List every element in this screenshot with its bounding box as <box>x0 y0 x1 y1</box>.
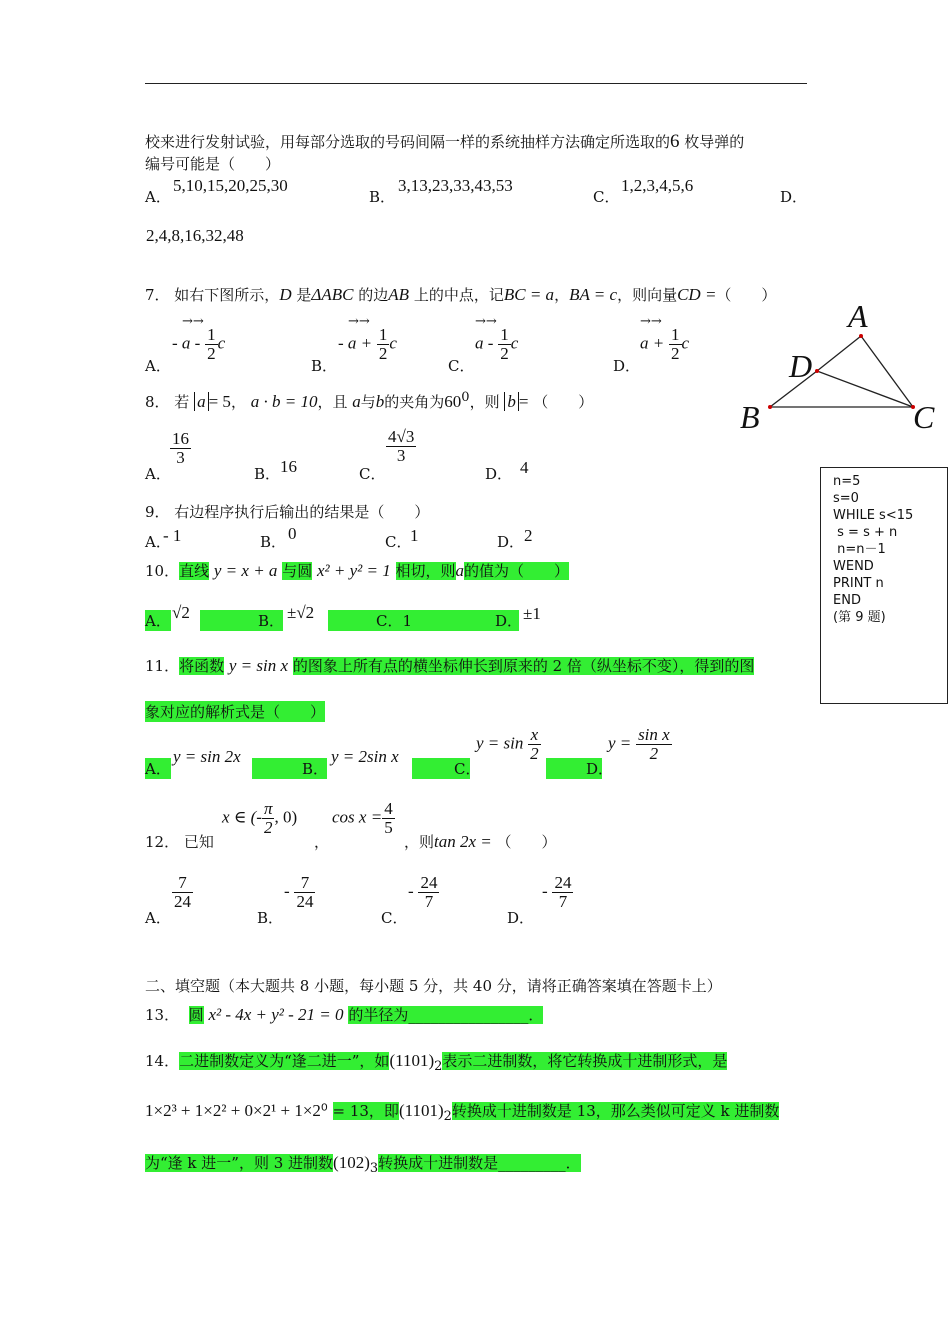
q11-option-a-label: A． <box>145 760 171 778</box>
median-dc <box>817 371 913 407</box>
q6-option-a-label: A． <box>145 188 171 206</box>
q7-option-a-label: A． <box>145 357 171 375</box>
q9-option-a: - 1 <box>163 526 182 545</box>
q6-option-d-label: D． <box>780 188 808 206</box>
q14-line1: 14．二进制数定义为“逢二进一”，如$(1101)_2$表示二进制数，将它转换成十进制形式，是 <box>145 1051 728 1074</box>
q10-option-a: √2 <box>172 603 190 622</box>
q12-tail: ，则tan 2x = （ ） <box>404 832 557 851</box>
q14-answer-blank[interactable]: _________ <box>498 1154 566 1172</box>
q6-line1: 校来进行发射试验，用每部分选取的号码间隔一样的系统抽样方法确定所选取的6 枚导弹的 <box>145 131 745 152</box>
q7-option-b-label: B． <box>311 357 338 375</box>
q11-option-c: y = sin $\frac{x}{2}$ <box>476 725 539 763</box>
q7-option-d-label: D． <box>613 357 641 375</box>
q12-option-c-label: C． <box>381 909 408 927</box>
q11-option-c-label: C． <box>412 758 470 779</box>
q9-option-c-label: C． <box>385 533 412 551</box>
q11-stem-line1: 11．将函数 y = sin x 的图象上所有点的横坐标伸长到原来的 2 倍（纵坐标不变），得到的图 <box>145 656 755 675</box>
q12-cos: cos x = $\frac{4}{5}$ <box>332 799 393 837</box>
program-line: s=0 <box>833 491 859 506</box>
program-line: WEND <box>833 559 874 574</box>
q6-option-d: 2,4,8,16,32,48 <box>146 226 244 245</box>
q10-option-b-label: B． <box>200 610 283 631</box>
q8-option-c: $\frac{4√3}{3}$ <box>388 427 415 465</box>
q12-condition: x ∈ (- $\frac{\pi}{2}$ , 0) <box>222 799 298 837</box>
q12-option-b-label: B． <box>257 909 284 927</box>
point-b <box>768 405 772 409</box>
q7-option-d: →→ a + $\frac{1}{2}$ c <box>640 314 690 363</box>
program-line: n=n－1 <box>833 542 886 557</box>
label-a: A <box>848 298 868 334</box>
program-line: WHILE s<15 <box>833 508 914 523</box>
q6-option-b-label: B． <box>369 188 396 206</box>
q9-option-d: 2 <box>524 526 533 545</box>
q12-label: 12． 已知 <box>145 833 214 851</box>
q8-option-d: 4 <box>520 458 529 477</box>
q8-option-b-label: B． <box>254 465 281 483</box>
q10-stem: 10．直线 y = x + a 与圆 x² + y² = 1 相切，则a的值为（ ） <box>145 561 570 580</box>
q11-option-d-label: D． <box>546 758 602 779</box>
q12-option-a-label: A． <box>145 909 171 927</box>
q10-option-b: ±√2 <box>287 603 315 622</box>
q13-stem: 13． 圆 x² - 4x + y² - 21 = 0 的半径为________________． <box>145 1005 544 1024</box>
point-d <box>815 369 819 373</box>
q12-option-b: - $\frac{7}{24}$ <box>284 873 314 911</box>
label-b: B <box>740 399 760 435</box>
q10-option-d: ±1 <box>523 604 541 623</box>
section-2-heading: 二、填空题（本大题共 8 小题，每小题 5 分，共 40 分，请将正确答案填在答题卡上） <box>145 977 722 995</box>
q8-option-c-label: C． <box>359 465 386 483</box>
q11-option-b-label: B． <box>252 758 327 779</box>
program-caption: (第 9 题) <box>833 610 886 625</box>
q11-option-b: y = 2sin x <box>331 747 399 766</box>
program-line: PRINT n <box>833 576 884 591</box>
q6-line2: 编号可能是（ ） <box>145 155 281 173</box>
q12-option-a: $\frac{7}{24}$ <box>174 873 191 911</box>
q7-option-b: →→ - a + $\frac{1}{2}$ c <box>338 314 397 363</box>
q14-line2: 1×2³ + 1×2² + 0×2¹ + 1×2⁰ = 13，即$(1101)_2$转换成十进制数是 13，那么类似可定义 k 进制数 <box>145 1101 780 1124</box>
q9-option-b: 0 <box>288 524 297 543</box>
q12-sep: ， <box>314 833 330 851</box>
q12-option-c: - $\frac{24}{7}$ <box>408 873 438 911</box>
q8-option-a: $\frac{16}{3}$ <box>172 429 189 467</box>
header-rule <box>145 83 807 84</box>
label-d: D <box>789 348 813 384</box>
q9-stem: 9． 右边程序执行后输出的结果是（ ） <box>145 503 430 521</box>
q6-option-b: 3,13,23,33,43,53 <box>398 176 513 195</box>
q9-option-c: 1 <box>410 526 419 545</box>
q12-option-d-label: D． <box>507 909 535 927</box>
q10-option-a-label: A． <box>145 612 171 630</box>
q7-option-a: →→ - a - $\frac{1}{2}$ c <box>172 314 226 363</box>
q7-stem: 7． 如右下图所示，D 是ΔABC 的边AB 上的中点，记BC = a，BA = c，则向量CD =（ ） <box>145 285 777 304</box>
q9-option-b-label: B． <box>260 533 287 551</box>
q12-option-d: - $\frac{24}{7}$ <box>542 873 572 911</box>
q7-option-c-label: C． <box>448 357 475 375</box>
q6-option-a: 5,10,15,20,25,30 <box>173 176 288 195</box>
q14-line3: 为“逢 k 进一”，则 3 进制数$(102)_3$转换成十进制数是_________． <box>145 1153 581 1176</box>
q11-stem-line2: 象对应的解析式是（ ） <box>145 703 326 721</box>
q9-option-d-label: D． <box>497 533 525 551</box>
q9-option-a-label: A． <box>145 533 171 551</box>
q6-option-c-label: C． <box>593 188 620 206</box>
q8-option-b: 16 <box>280 457 297 476</box>
program-box <box>820 467 948 704</box>
q11-option-d: y = $\frac{\text{sin x}}{2}$ <box>608 725 670 763</box>
program-line: s = s + n <box>833 525 898 540</box>
q8-stem: 8． 若 a = 5， a · b = 10，且 a与b的夹角为$60^0$，则 b = （ ） <box>145 390 594 411</box>
label-c: C <box>913 399 935 435</box>
q6-option-c: 1,2,3,4,5,6 <box>621 176 694 195</box>
q8-option-a-label: A． <box>145 465 171 483</box>
q10-option-c: C．1 <box>328 610 518 631</box>
program-line: n=5 <box>833 474 861 489</box>
program-line: END <box>833 593 861 608</box>
q8-option-d-label: D． <box>485 465 513 483</box>
q11-option-a: y = sin 2x <box>173 747 241 766</box>
q7-option-c: →→ a - $\frac{1}{2}$ c <box>475 314 519 363</box>
q10-option-d-label: D． <box>473 610 519 631</box>
